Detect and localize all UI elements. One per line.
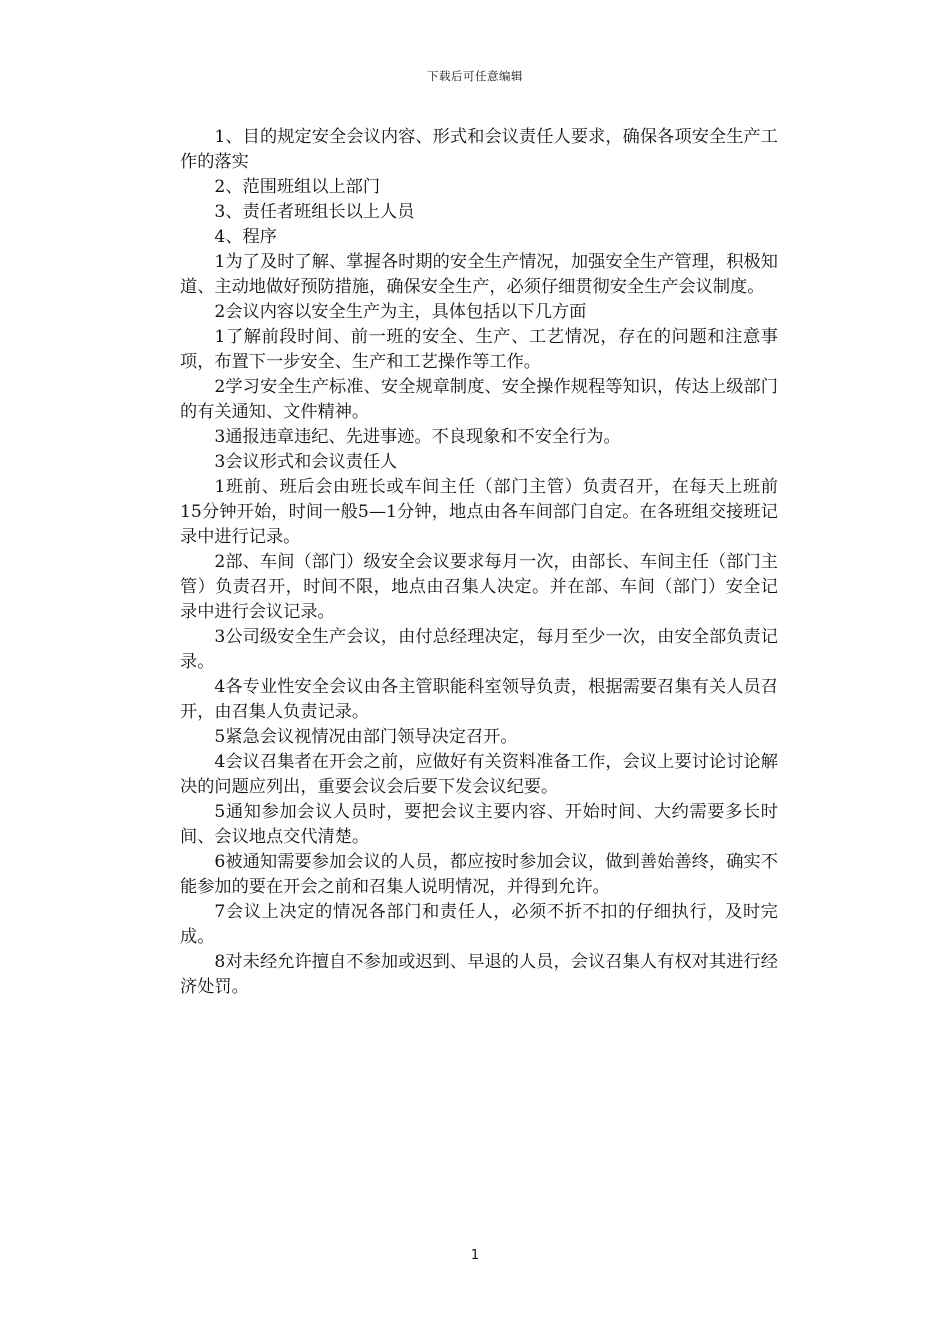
paragraph: 1为了及时了解、掌握各时期的安全生产情况，加强安全生产管理，积极知道、主动地做好预防措施，确保安全生产，必须仔细贯彻安全生产会议制度。 bbox=[180, 252, 778, 297]
paragraph: 3会议形式和会议责任人 bbox=[214, 452, 398, 472]
paragraph: 3公司级安全生产会议，由付总经理决定，每月至少一次，由安全部负责记录。 bbox=[180, 627, 778, 672]
paragraph: 6被通知需要参加会议的人员，都应按时参加会议，做到善始善终，确实不能参加的要在开会之前和召集人说明情况，并得到允许。 bbox=[180, 852, 778, 897]
paragraph: 2部、车间（部门）级安全会议要求每月一次，由部长、车间主任（部门主管）负责召开，时间不限，地点由召集人决定。并在部、车间（部门）安全记录中进行会议记录。 bbox=[180, 552, 778, 622]
paragraph: 1了解前段时间、前一班的安全、生产、工艺情况，存在的问题和注意事项，布置下一步安全、生产和工艺操作等工作。 bbox=[180, 327, 778, 372]
page-header: 下载后可任意编辑 bbox=[427, 69, 523, 83]
paragraph: 2学习安全生产标准、安全规章制度、安全操作规程等知识，传达上级部门的有关通知、文件精神。 bbox=[180, 377, 778, 422]
paragraph: 2会议内容以安全生产为主，具体包括以下几方面 bbox=[214, 302, 587, 322]
page-number: 1 bbox=[470, 1248, 480, 1263]
paragraph: 8对未经允许擅自不参加或迟到、早退的人员，会议召集人有权对其进行经济处罚。 bbox=[180, 952, 778, 997]
paragraph: 3、责任者班组长以上人员 bbox=[214, 202, 415, 222]
paragraph: 5紧急会议视情况由部门领导决定召开。 bbox=[214, 727, 518, 747]
paragraph: 5通知参加会议人员时，要把会议主要内容、开始时间、大约需要多长时间、会议地点交代清楚。 bbox=[180, 802, 778, 847]
paragraph: 1班前、班后会由班长或车间主任（部门主管）负责召开，在每天上班前15分钟开始，时间一般5—1分钟，地点由各车间部门自定。在各班组交接班记录中进行记录。 bbox=[180, 477, 778, 547]
paragraph: 4会议召集者在开会之前，应做好有关资料准备工作，会议上要讨论讨论解决的问题应列出，重要会议会后要下发会议纪要。 bbox=[180, 752, 778, 797]
paragraph: 1、目的规定安全会议内容、形式和会议责任人要求，确保各项安全生产工作的落实 bbox=[180, 127, 778, 172]
paragraph: 4、程序 bbox=[214, 227, 277, 247]
paragraph: 7会议上决定的情况各部门和责任人，必须不折不扣的仔细执行，及时完成。 bbox=[180, 902, 778, 947]
document-body bbox=[180, 125, 778, 1000]
paragraph: 4各专业性安全会议由各主管职能科室领导负责，根据需要召集有关人员召开，由召集人负责记录。 bbox=[180, 677, 778, 722]
paragraph: 3通报违章违纪、先进事迹。不良现象和不安全行为。 bbox=[214, 427, 621, 447]
paragraph: 2、范围班组以上部门 bbox=[214, 177, 381, 197]
